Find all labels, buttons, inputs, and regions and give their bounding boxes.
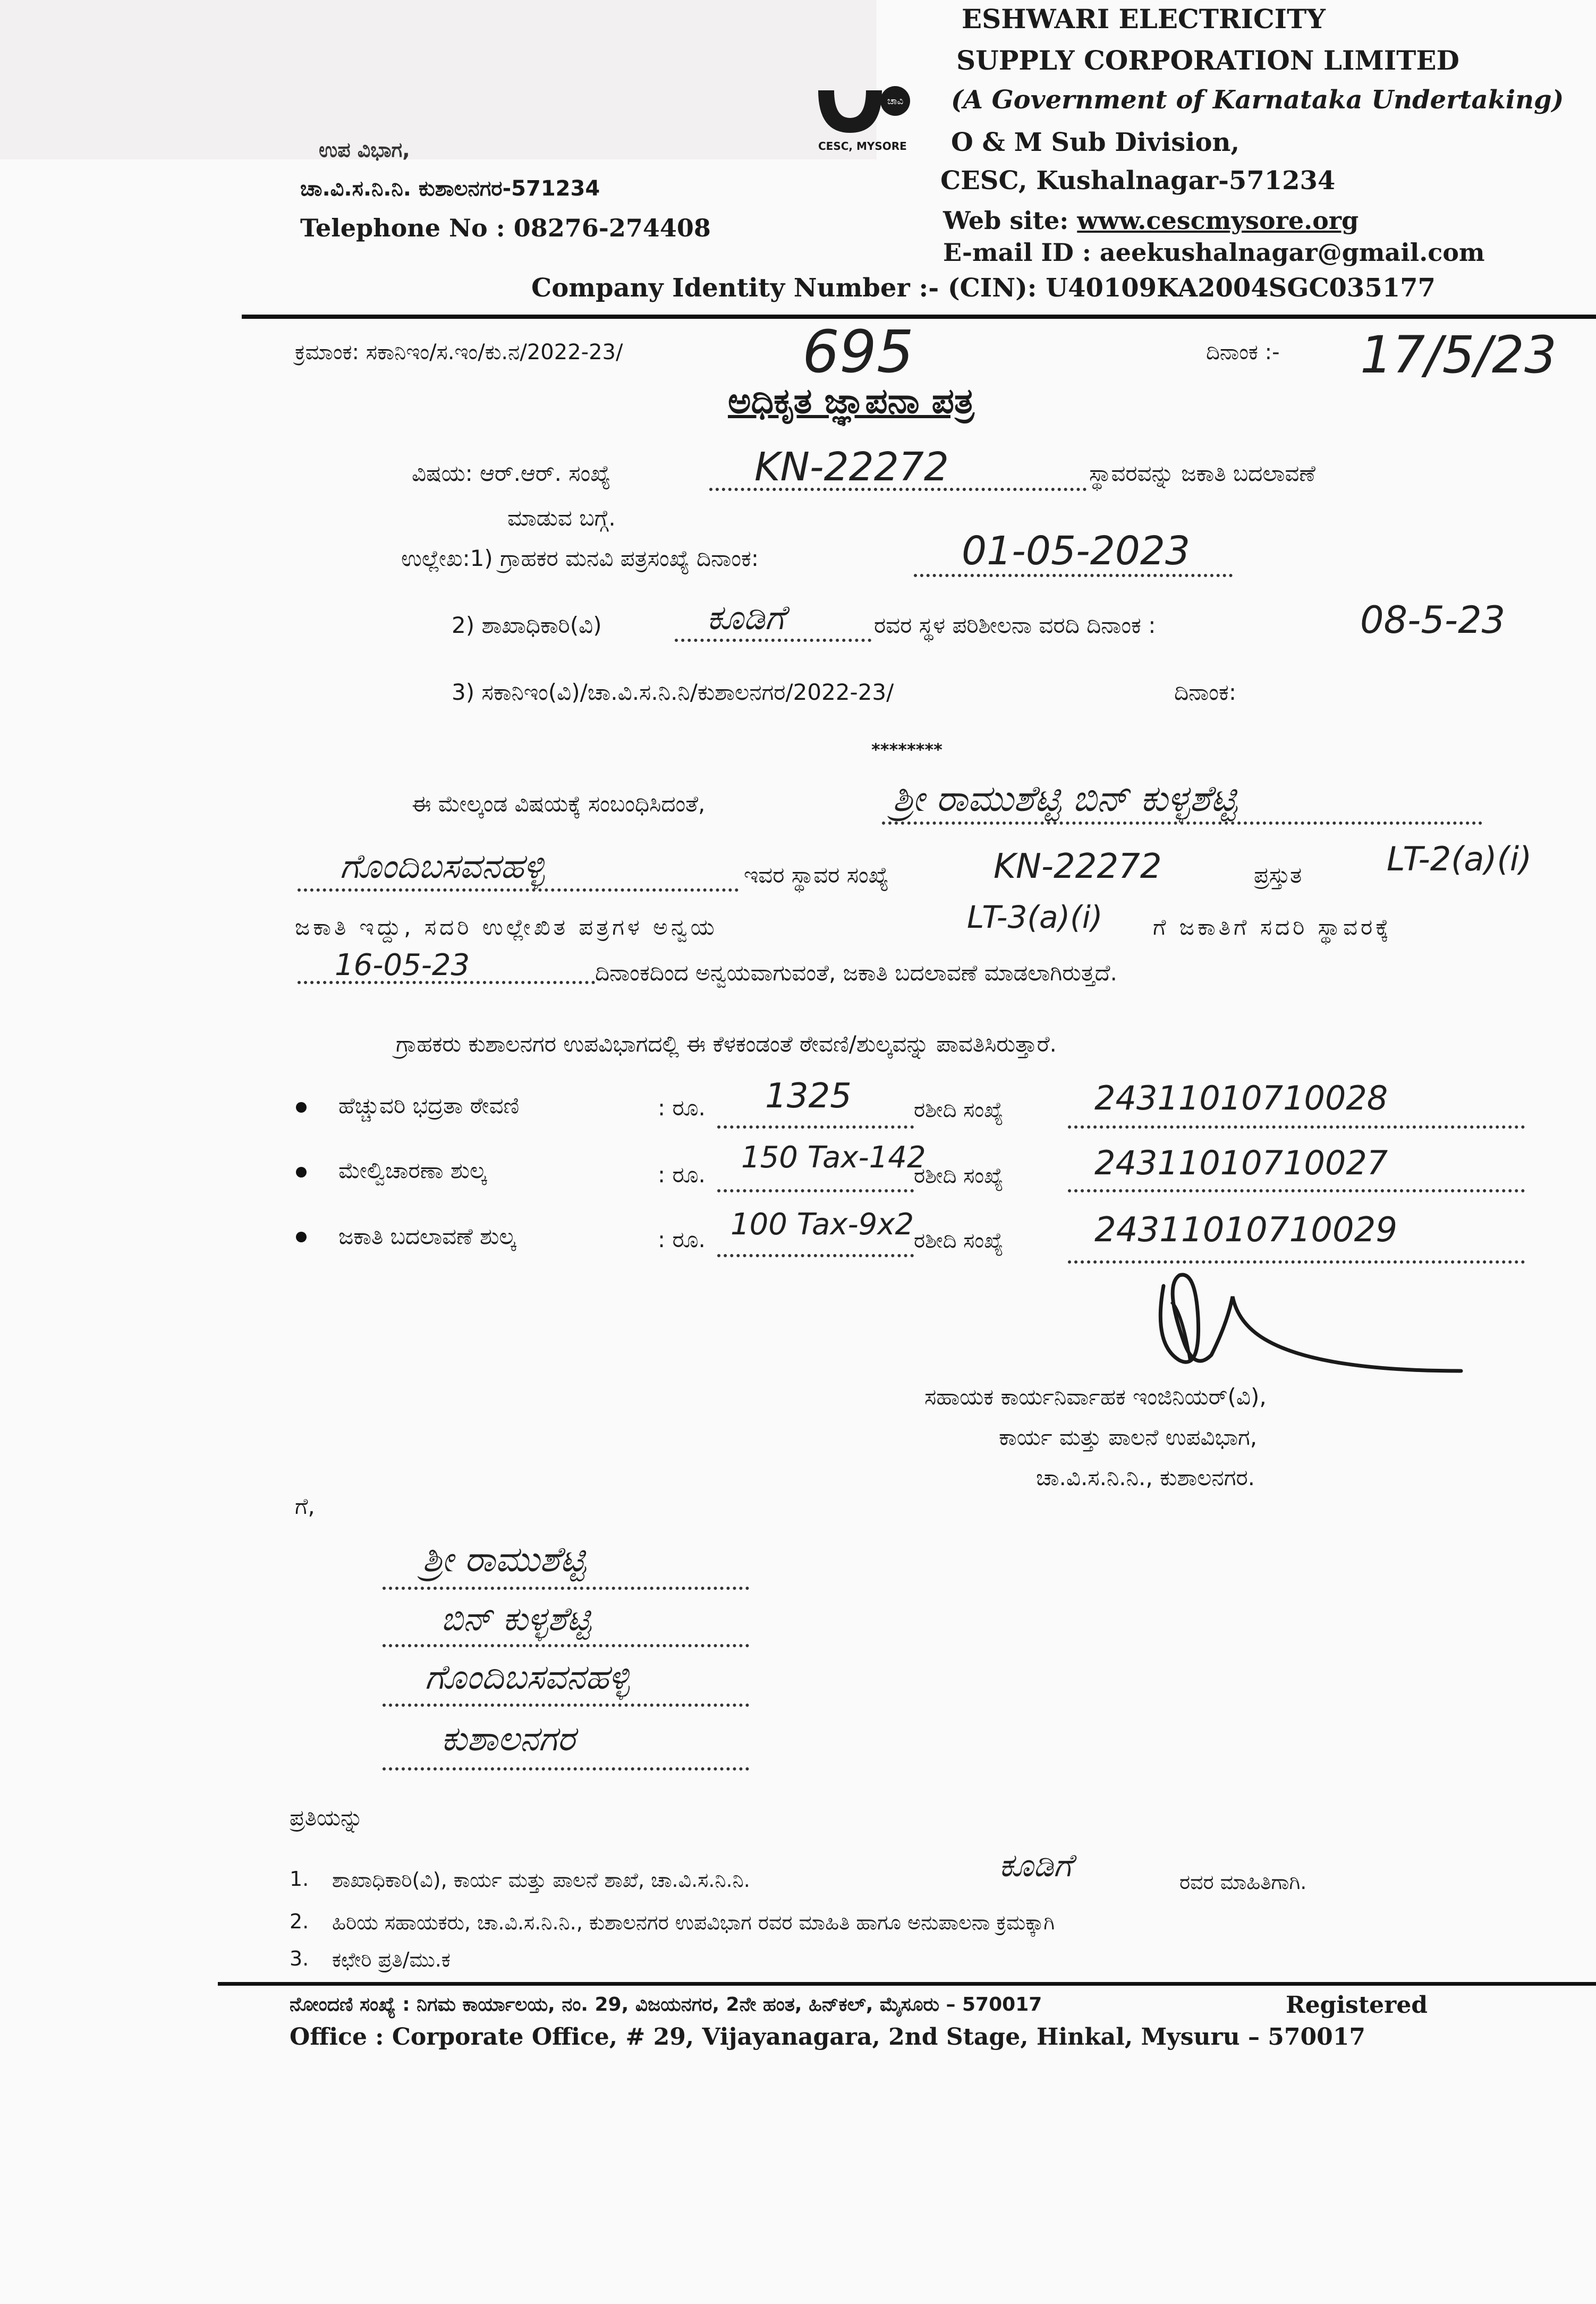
ref1-dots — [914, 574, 1233, 577]
fee1-receipt-dots — [1068, 1125, 1525, 1129]
body-line3-a: ಜಕಾತಿ ಇದ್ದು, ಸದರಿ ಉಲ್ಲೇಖಿತ ಪತ್ರಗಳ ಅನ್ವಯ — [295, 914, 718, 940]
ref2-dots — [675, 639, 871, 642]
subject-label: ವಿಷಯ: ಆರ್.ಆರ್. ಸಂಖ್ಯೆ — [412, 460, 611, 486]
left-kn-address: ಚಾ.ವಿ.ಸ.ನಿ.ನಿ. ಕುಶಾಲನಗರ-571234 — [300, 176, 600, 201]
document-title: ಅಧಿಕೃತ ಜ್ಞಾಪನಾ ಪತ್ರ — [728, 380, 974, 421]
fee2-amount: 150 Tax-142 — [741, 1140, 926, 1175]
copy2-text: ಹಿರಿಯ ಸಹಾಯಕರು, ಚಾ.ವಿ.ಸ.ನಿ.ನಿ., ಕುಶಾಲನಗರ ಉಪವಿಭಾಗ ರವರ ಮಾಹಿತಿ ಹಾಗೂ ಅನುಪಾಲನಾ ಕ್ರಮಕ್ಕಾಗಿ — [332, 1911, 1055, 1934]
body-tariff-current: LT-2(a)(i) — [1387, 840, 1532, 878]
ref2-value: ಕೂಡಿಗೆ — [707, 598, 785, 638]
website-link[interactable]: www.cescmysore.org — [1077, 206, 1359, 235]
separator-stars: ******** — [871, 740, 943, 760]
to-line2-dots — [383, 1644, 749, 1647]
subject-line2: ಮಾಡುವ ಬಗ್ಗೆ. — [507, 505, 616, 531]
copy3-num: 3. — [290, 1947, 309, 1970]
ref-label: ಕ್ರಮಾಂಕ: ಸಕಾನಿಇಂ/ಸ.ಇಂ/ಕು.ನ/2022-23/ — [295, 340, 623, 365]
ref-number: 695 — [802, 318, 914, 386]
copy1-tail: ರವರ ಮಾಹಿತಿಗಾಗಿ. — [1179, 1870, 1307, 1894]
body-line3-b: ಗೆ ಜಕಾತಿಗೆ ಸದರಿ ಸ್ಥಾವರಕ್ಕೆ — [1153, 914, 1392, 940]
to-line3-dots — [383, 1704, 749, 1707]
fee1-receipt: 24311010710028 — [1094, 1079, 1388, 1117]
torn-paper-region — [0, 0, 877, 159]
footer-kn: ನೋಂದಣಿ ಸಂಖ್ಯೆ : ನಿಗಮ ಕಾರ್ಯಾಲಯ, ನಂ. 29, ವಿಜಯನಗರ, 2ನೇ ಹಂತ, ಹಿನ್‌ಕಲ್, ಮೈಸೂರು – 570017 — [290, 1994, 1042, 2015]
footer-rule — [218, 1982, 1596, 1986]
signatory-line3: ಚಾ.ವಿ.ಸ.ನಿ.ನಿ., ಕುಶಾಲನಗರ. — [1036, 1464, 1255, 1490]
body-name: ಶ್ರೀ ರಾಮುಶೆಟ್ಟಿ ಬಿನ್ ಕುಳ್ಳಶೆಟ್ಟಿ — [893, 778, 1237, 820]
fee3-receipt-label: ರಶೀದಿ ಸಂಖ್ಯೆ — [914, 1229, 1004, 1253]
body-rr: KN-22272 — [994, 847, 1162, 886]
org-line1: ESHWARI ELECTRICITY — [962, 3, 1326, 35]
email-line: E-mail ID : aeekushalnagar@gmail.com — [943, 238, 1485, 267]
signature-icon — [1142, 1238, 1472, 1387]
to-line2: ಬಿನ್ ಕುಳ್ಳಶೆಟ್ಟಿ — [441, 1599, 591, 1638]
fee1-bullet — [296, 1102, 307, 1113]
body-line1-label: ಈ ಮೇಲ್ಕಂಡ ವಿಷಯಕ್ಕೆ ಸಂಬಂಧಿಸಿದಂತೆ, — [412, 791, 706, 817]
to-line1: ಶ್ರೀ ರಾಮುಶೆಟ್ಟಿ — [422, 1539, 586, 1580]
date-value: 17/5/23 — [1360, 325, 1557, 385]
ref1-label: ಉಲ್ಲೇಖ:1) ಗ್ರಾಹಕರ ಮನವಿ ಪತ್ರಸಂಖ್ಯೆ ದಿನಾಂಕ: — [401, 545, 759, 571]
website-label: Web site: — [943, 206, 1069, 235]
fee2-amount-dots — [717, 1189, 914, 1192]
body-line2-mid: ಇವರ ಸ್ಥಾವರ ಸಂಖ್ಯೆ — [744, 862, 889, 888]
fee3-receipt: 24311010710029 — [1094, 1210, 1398, 1250]
fee2-receipt: 24311010710027 — [1094, 1143, 1388, 1182]
body-village: ಗೊಂದಿಬಸವನಹಳ್ಳಿ — [340, 847, 545, 886]
fee2-bullet — [296, 1167, 307, 1178]
fee3-bullet — [296, 1232, 307, 1242]
fee1-label: ಹೆಚ್ಚುವರಿ ಭದ್ರತಾ ಠೇವಣಿ — [338, 1092, 520, 1119]
body-line4-tail: ದಿನಾಂಕದಿಂದ ಅನ್ವಯವಾಗುವಂತೆ, ಜಕಾತಿ ಬದಲಾವಣೆ ಮಾಡಲಾಗಿರುತ್ತದೆ. — [595, 960, 1117, 986]
footer-en: Office : Corporate Office, # 29, Vijayanagara, 2nd Stage, Hinkal, Mysuru – 570017 — [290, 2023, 1365, 2051]
copy2-num: 2. — [290, 1910, 309, 1933]
cin-line: Company Identity Number :- (CIN): U40109KA2004SGC035177 — [531, 273, 1436, 303]
fee1-receipt-label: ರಶೀದಿ ಸಂಖ್ಯೆ — [914, 1098, 1004, 1122]
body-line1-dots — [882, 821, 1482, 825]
fee3-rs: : ರೂ. — [658, 1226, 706, 1252]
fee3-amount: 100 Tax-9x2 — [731, 1207, 914, 1242]
body-tariff-new: LT-3(a)(i) — [967, 899, 1103, 935]
body-effective-date: 16-05-23 — [335, 948, 470, 982]
body-line2-dots — [298, 888, 738, 892]
subject-tail: ಸ್ಥಾವರವನ್ನು ಜಕಾತಿ ಬದಲಾವಣೆ — [1089, 460, 1315, 486]
telephone: Telephone No : 08276-274408 — [300, 214, 711, 242]
signatory-line2: ಕಾರ್ಯ ಮತ್ತು ಪಾಲನೆ ಉಪವಿಭಾಗ, — [999, 1424, 1258, 1450]
copy-label: ಪ್ರತಿಯನ್ನು — [290, 1805, 363, 1831]
fee1-rs: : ರೂ. — [658, 1095, 706, 1121]
to-line1-dots — [383, 1587, 749, 1590]
body-line2-pr: ಪ್ರಸ್ತುತ — [1254, 862, 1302, 888]
to-label: ಗೆ, — [295, 1493, 315, 1519]
ref2-mid: ರವರ ಸ್ಥಳ ಪರಿಶೀಲನಾ ವರದಿ ದಿನಾಂಕ : — [874, 612, 1156, 638]
copy1-branch: ಕೂಡಿಗೆ — [999, 1847, 1072, 1884]
sub-division: O & M Sub Division, — [951, 128, 1240, 157]
footer-registered: Registered — [1286, 1992, 1428, 2019]
ref2-date: 08-5-23 — [1360, 598, 1506, 642]
fee2-receipt-label: ರಶೀದಿ ಸಂಖ್ಯೆ — [914, 1164, 1004, 1188]
org-line2: SUPPLY CORPORATION LIMITED — [956, 45, 1459, 76]
copy3-text: ಕಛೇರಿ ಪ್ರತಿ/ಮು.ಕ — [332, 1948, 451, 1971]
fee1-amount: 1325 — [765, 1077, 852, 1116]
govt-undertaking: (A Government of Karnataka Undertaking) — [951, 85, 1564, 115]
date-label: ದಿನಾಂಕ :- — [1206, 340, 1280, 365]
signatory-line1: ಸಹಾಯಕ ಕಾರ್ಯನಿರ್ವಾಹಕ ಇಂಜಿನಿಯರ್(ವಿ), — [924, 1384, 1267, 1410]
to-line4-dots — [383, 1767, 749, 1771]
ref2-label: 2) ಶಾಖಾಧಿಕಾರಿ(ವಿ) — [452, 612, 602, 638]
fee3-label: ಜಕಾತಿ ಬದಲಾವಣೆ ಶುಲ್ಕ — [338, 1223, 516, 1249]
ref3-date-label: ದಿನಾಂಕ: — [1174, 679, 1236, 705]
fee3-amount-dots — [717, 1254, 914, 1257]
subject-rr-number: KN-22272 — [754, 444, 949, 490]
to-line3: ಗೊಂದಿಬಸವನಹಳ್ಳಿ — [425, 1658, 630, 1697]
header-rule — [242, 315, 1596, 319]
office-address: CESC, Kushalnagar-571234 — [940, 166, 1336, 196]
left-kn-top: ಉಪ ವಿಭಾಗ, — [319, 138, 410, 162]
fee2-label: ಮೇಲ್ವಿಚಾರಣಾ ಶುಲ್ಕ — [338, 1157, 487, 1183]
to-line4: ಕುಶಾಲನಗರ — [441, 1719, 575, 1759]
fee2-rs: : ರೂ. — [658, 1162, 706, 1188]
cesc-logo-icon — [808, 80, 919, 159]
logo-text: CESC, MYSORE — [818, 140, 907, 153]
ref1-value: 01-05-2023 — [962, 528, 1191, 574]
ref3-label: 3) ಸಕಾನಿಇಂ(ವಿ)/ಚಾ.ವಿ.ಸ.ನಿ.ನಿ/ಕುಶಾಲನಗರ/2022-23/ — [452, 679, 894, 705]
svg-text:ಚಾವಿ: ಚಾವಿ — [887, 96, 904, 107]
payment-line: ಗ್ರಾಹಕರು ಕುಶಾಲನಗರ ಉಪವಿಭಾಗದಲ್ಲಿ ಈ ಕೆಳಕಂಡಂತೆ ಠೇವಣಿ/ಶುಲ್ಕವನ್ನು ಪಾವತಿಸಿರುತ್ತಾರೆ. — [396, 1031, 1057, 1057]
copy1-num: 1. — [290, 1867, 309, 1891]
fee1-amount-dots — [717, 1125, 914, 1129]
fee2-receipt-dots — [1068, 1189, 1525, 1192]
copy1-text: ಶಾಖಾಧಿಕಾರಿ(ವಿ), ಕಾರ್ಯ ಮತ್ತು ಪಾಲನೆ ಶಾಖೆ, ಚಾ.ವಿ.ಸ.ನಿ.ನಿ. — [332, 1868, 750, 1892]
website-line — [943, 206, 1359, 235]
